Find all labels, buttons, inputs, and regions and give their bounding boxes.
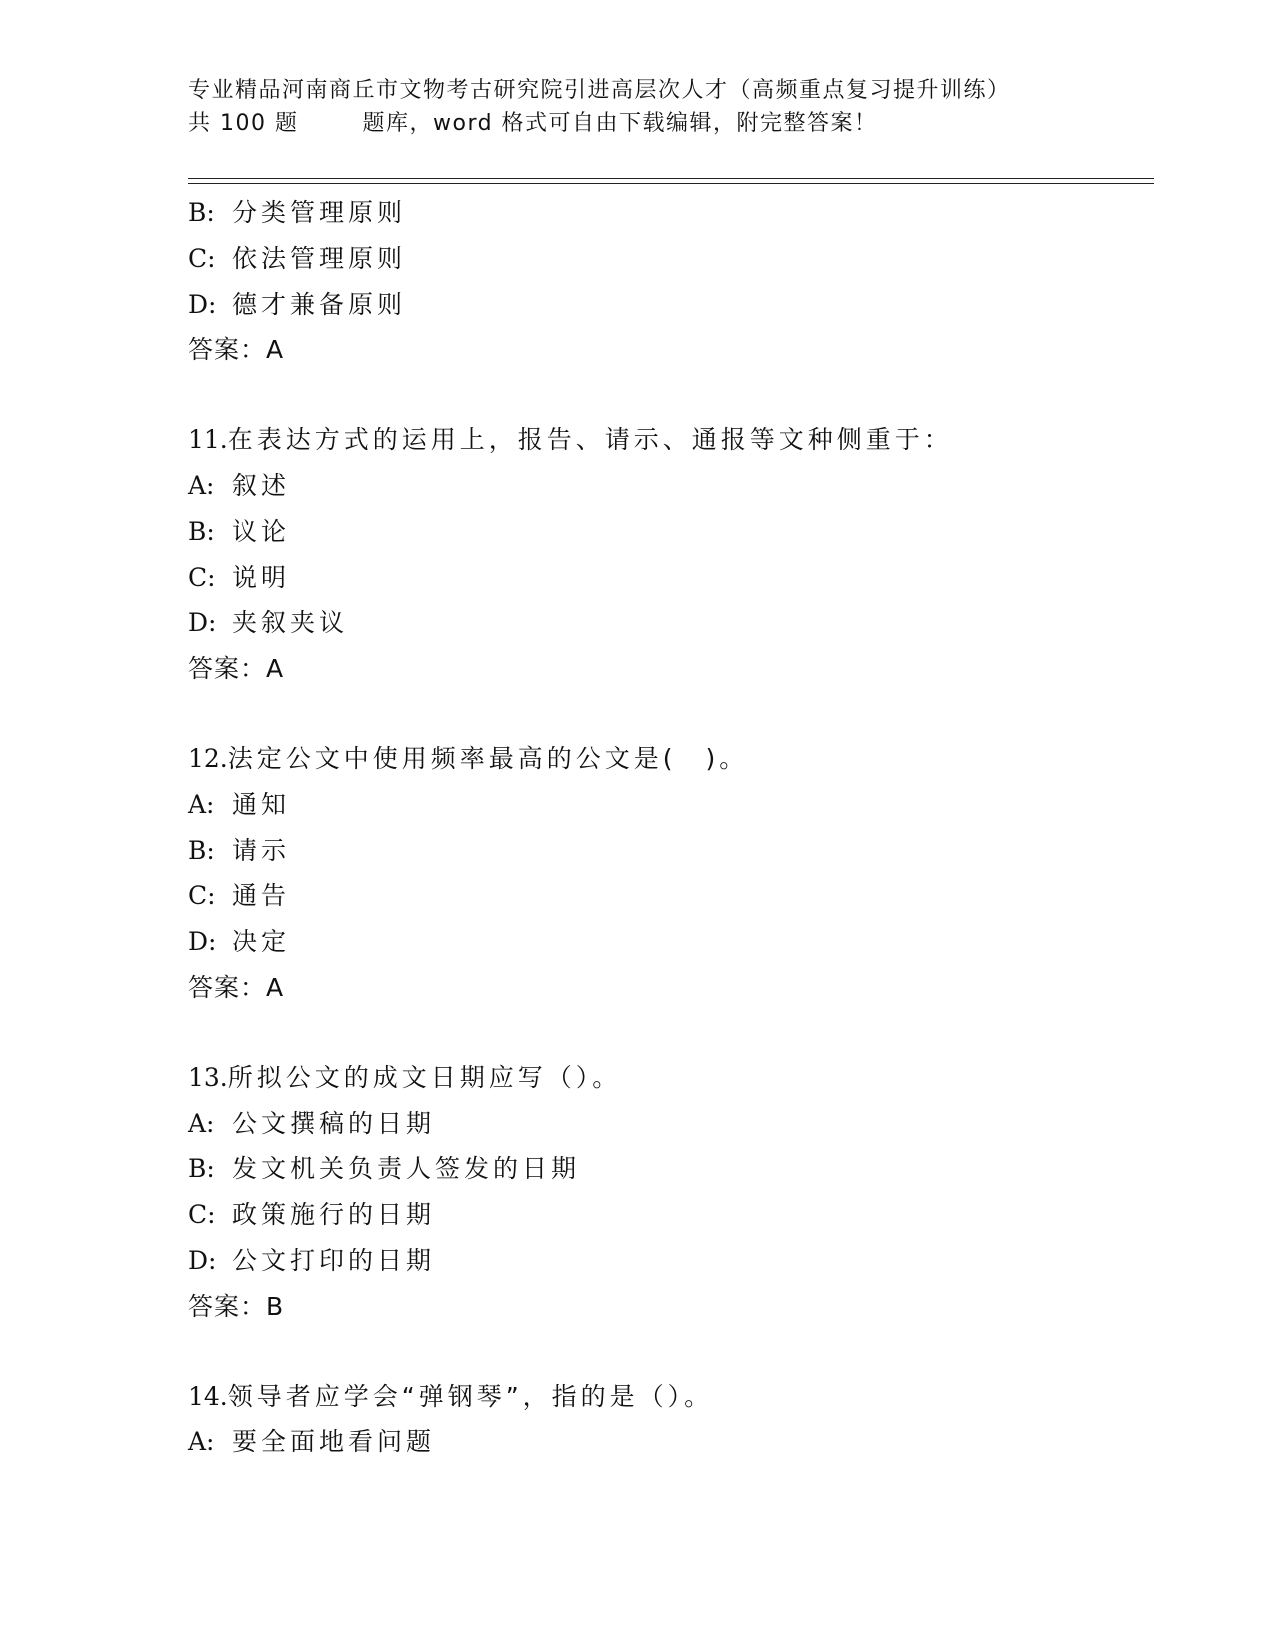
option-row xyxy=(188,873,1148,919)
option-letter: D: xyxy=(188,289,217,319)
option-text: 议论 xyxy=(232,516,291,546)
option-letter: D: xyxy=(188,608,217,638)
question-number: 14. xyxy=(188,1381,228,1411)
question-list xyxy=(188,190,1148,1465)
option-text: 德才兼备原则 xyxy=(232,289,407,319)
question-text: 领导者应学会“弹钢琴”，指的是（）。 xyxy=(227,1381,714,1411)
question-text: 在表达方式的运用上，报告、请示、通报等文种侧重于： xyxy=(227,425,953,455)
header-title: 专业精品河南商丘市文物考古研究院引进高层次人才（高频重点复习提升训练） xyxy=(188,78,1011,103)
header-question-count: 共 100 题 xyxy=(188,111,299,136)
option-text: 发文机关负责人签发的日期 xyxy=(232,1154,581,1184)
option-text: 要全面地看问题 xyxy=(232,1427,436,1457)
option-row xyxy=(188,828,1148,874)
option-row xyxy=(188,282,1148,328)
option-text: 政策施行的日期 xyxy=(232,1200,436,1230)
option-row xyxy=(188,236,1148,282)
question-stem xyxy=(188,736,1148,782)
question-block-13 xyxy=(188,1055,1148,1330)
question-block-10 xyxy=(188,190,1148,373)
question-block-12 xyxy=(188,736,1148,1011)
option-row xyxy=(188,782,1148,828)
option-text: 叙述 xyxy=(232,470,291,500)
option-text: 说明 xyxy=(232,562,291,592)
option-letter: A: xyxy=(188,789,215,819)
option-letter: A: xyxy=(188,1108,215,1138)
option-row xyxy=(188,555,1148,601)
option-row xyxy=(188,190,1148,236)
answer-line: 答案：A xyxy=(188,335,285,365)
option-letter: B: xyxy=(188,1154,215,1184)
option-letter: D: xyxy=(188,1245,217,1275)
option-row xyxy=(188,1238,1148,1284)
answer-line: 答案：A xyxy=(188,654,285,684)
question-number: 11. xyxy=(188,425,228,455)
question-text: 所拟公文的成文日期应写（）。 xyxy=(227,1062,622,1092)
document-header xyxy=(188,74,1088,140)
option-text: 公文打印的日期 xyxy=(232,1245,436,1275)
option-letter: B: xyxy=(188,835,215,865)
option-letter: D: xyxy=(188,927,217,957)
answer-line: 答案：A xyxy=(188,972,285,1002)
option-row xyxy=(188,1101,1148,1147)
header-rule-bottom xyxy=(188,183,1154,184)
option-letter: B: xyxy=(188,198,215,227)
question-block-14 xyxy=(188,1374,1148,1466)
question-stem xyxy=(188,1374,1148,1420)
option-letter: A: xyxy=(188,470,215,500)
option-text: 通告 xyxy=(232,881,291,911)
option-row xyxy=(188,1192,1148,1238)
header-description: 题库，word 格式可自由下载编辑，附完整答案！ xyxy=(362,111,878,136)
option-text: 夹叙夹议 xyxy=(232,608,349,638)
option-row xyxy=(188,600,1148,646)
option-letter: C: xyxy=(188,881,216,911)
question-stem xyxy=(188,417,1148,463)
question-text: 法定公文中使用频率最高的公文是( )。 xyxy=(227,743,749,773)
header-subtitle xyxy=(188,107,1088,140)
option-letter: B: xyxy=(188,516,215,546)
option-row xyxy=(188,1146,1148,1192)
question-stem xyxy=(188,1055,1148,1101)
option-letter: C: xyxy=(188,1200,216,1230)
question-number: 13. xyxy=(188,1062,228,1092)
question-block-11 xyxy=(188,417,1148,692)
option-text: 公文撰稿的日期 xyxy=(232,1108,436,1138)
answer-line: 答案：B xyxy=(188,1291,285,1321)
option-row xyxy=(188,919,1148,965)
option-letter: C: xyxy=(188,562,216,592)
option-text: 决定 xyxy=(232,927,291,957)
option-text: 通知 xyxy=(232,789,291,819)
question-number: 12. xyxy=(188,743,228,773)
option-row xyxy=(188,463,1148,509)
option-row xyxy=(188,1419,1148,1465)
option-text: 分类管理原则 xyxy=(232,198,407,227)
option-row xyxy=(188,509,1148,555)
option-letter: A: xyxy=(188,1427,215,1457)
option-text: 依法管理原则 xyxy=(232,243,407,273)
option-letter: C: xyxy=(188,243,216,273)
option-text: 请示 xyxy=(232,835,291,865)
header-rule-top xyxy=(188,178,1154,179)
